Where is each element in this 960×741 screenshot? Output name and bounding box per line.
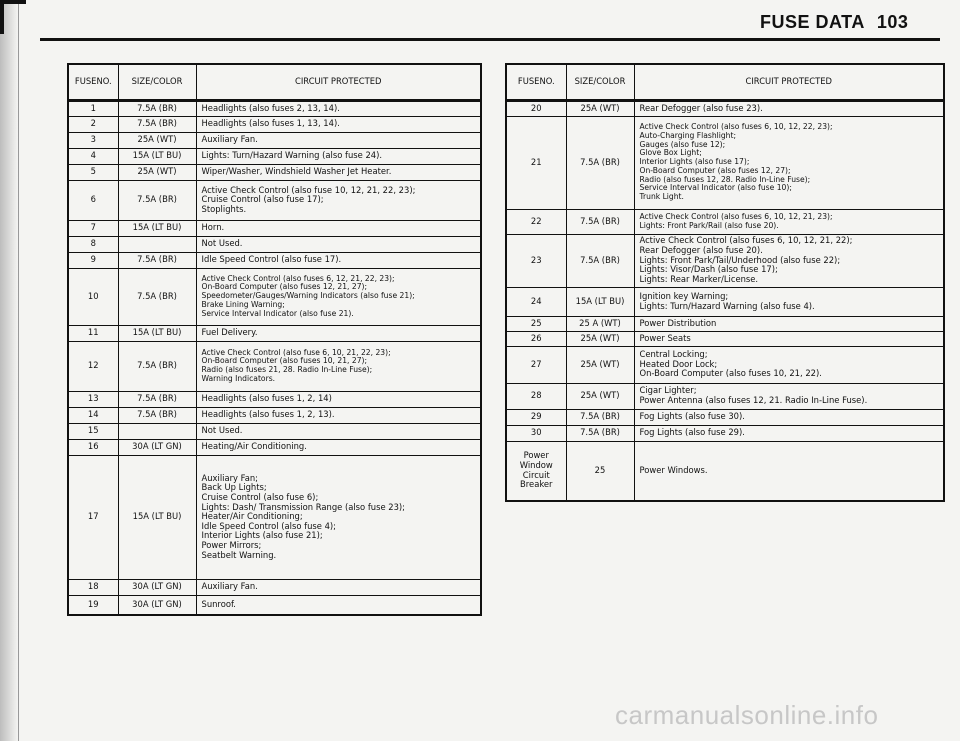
fuse-number-line: 23 (530, 254, 542, 265)
circuit-line: Auxiliary Fan. (201, 581, 258, 592)
fuse-number-line: 15 (87, 425, 99, 436)
table-row (506, 409, 944, 425)
circuit-line: Trunk Light. (639, 192, 684, 202)
fuse-size-color: 15A (LT BU) (118, 220, 196, 236)
fuse-size-color: 25A (WT) (566, 383, 634, 409)
fuse-size-color: 7.5A (BR) (118, 100, 196, 116)
circuit-line: Rear Defogger (also fuse 23). (639, 102, 763, 113)
circuit-line: Service Interval Indicator (also fuse 21). (201, 308, 354, 318)
fuse-number (68, 407, 118, 423)
fuse-size-color: 7.5A (BR) (118, 407, 196, 423)
circuit-line: Radio (also fuses 21, 28. Radio In-Line Fuse); (201, 365, 373, 374)
header-rule (40, 38, 940, 41)
fuse-number-line: 27 (530, 358, 542, 369)
fuse-size-color (118, 423, 196, 439)
fuse-number (68, 325, 118, 341)
fuse-number-line: 11 (87, 327, 99, 338)
table-row (68, 455, 481, 579)
fuse-size-color: 7.5A (BR) (566, 209, 634, 234)
circuit-line: Idle Speed Control (also fuse 4); (201, 520, 337, 531)
fuse-size-color: 30A (LT GN) (118, 579, 196, 595)
circuit-protected (196, 100, 481, 116)
page-number: 103 (876, 12, 909, 32)
fuse-number-line: 16 (87, 441, 99, 452)
page-binding-edge (0, 0, 19, 741)
circuit-line: Radio (also fuses 12, 28. Radio In-Line Fuse); (639, 174, 811, 184)
fuse-number (68, 164, 118, 180)
fuse-number-line: 9 (90, 254, 96, 265)
circuit-protected (196, 116, 481, 132)
fuse-number-line: Circuit (522, 469, 550, 480)
table-row (68, 268, 481, 325)
circuit-protected (196, 595, 481, 615)
fuse-number-line: 21 (530, 156, 542, 167)
table-row (68, 220, 481, 236)
fuse-number-line: 8 (90, 238, 96, 249)
fuse-size-color: 7.5A (BR) (566, 425, 634, 441)
circuit-protected (196, 252, 481, 268)
table-row (68, 325, 481, 341)
fuse-number-line: 24 (530, 295, 542, 306)
fuse-number-line: 4 (90, 150, 96, 161)
circuit-line: Heated Door Lock; (639, 358, 718, 369)
fuse-size-color: 7.5A (BR) (566, 409, 634, 425)
circuit-line: Lights: Dash/ Transmission Range (also fuse 23); (201, 501, 406, 512)
circuit-line: Auxiliary Fan; (201, 472, 258, 483)
header-size-color: SIZE/COLOR (118, 64, 196, 100)
fuse-number-line: Power (523, 450, 549, 461)
circuit-protected (634, 234, 944, 287)
circuit-line: Lights: Rear Marker/License. (639, 273, 759, 284)
fuse-number (506, 409, 566, 425)
circuit-line: On-Board Computer (also fuses 12, 27); (639, 165, 791, 175)
circuit-protected (634, 209, 944, 234)
table-row (506, 425, 944, 441)
table-row (68, 407, 481, 423)
fuse-number-line: Window (519, 460, 553, 471)
fuse-number-line: 22 (530, 215, 542, 226)
table-row (506, 209, 944, 234)
table-row (506, 100, 944, 116)
fuse-size-color: 25A (WT) (566, 346, 634, 383)
circuit-line: Power Distribution (639, 317, 717, 328)
fuse-size-color: 25A (WT) (118, 132, 196, 148)
fuse-number (506, 116, 566, 209)
header-circuit-protected: CIRCUIT PROTECTED (196, 64, 481, 100)
fuse-number-line: 6 (90, 194, 96, 205)
fuse-number-line: 5 (90, 166, 96, 177)
fuse-number (68, 595, 118, 615)
fuse-size-color: 25A (WT) (566, 331, 634, 346)
circuit-protected (196, 148, 481, 164)
fuse-number-line: 20 (530, 102, 542, 113)
table-header-row (506, 64, 944, 100)
fuse-table-right (505, 63, 945, 502)
circuit-line: Fog Lights (also fuse 29). (639, 427, 745, 438)
circuit-line: Auxiliary Fan. (201, 134, 258, 145)
circuit-line: Lights: Turn/Hazard Warning (also fuse 4). (639, 300, 815, 311)
fuse-number-line: 12 (87, 360, 99, 371)
fuse-number-line: 13 (87, 393, 99, 404)
fuse-number-line: 25 (530, 317, 542, 328)
circuit-protected (196, 325, 481, 341)
watermark: carmanualsonline.info (615, 700, 879, 730)
circuit-line: Speedometer/Gauges/Warning Indicators (also fuse 21); (201, 291, 415, 301)
fuse-number (68, 148, 118, 164)
circuit-protected (196, 132, 481, 148)
circuit-protected (196, 236, 481, 252)
circuit-line: Active Check Control (also fuses 6, 10, 12, 22, 23); (639, 122, 833, 132)
header-fuse-no: FUSENO. (68, 64, 118, 100)
circuit-line: Headlights (also fuses 1, 13, 14). (201, 118, 340, 129)
circuit-line: Rear Defogger (also fuse 20). (639, 245, 763, 256)
fuse-number-line: 2 (90, 118, 96, 129)
circuit-line: Active Check Control (also fuse 10, 12, 21, 22, 23); (201, 184, 416, 195)
fuse-size-color: 25A (WT) (118, 164, 196, 180)
circuit-protected (196, 439, 481, 455)
circuit-line: Active Check Control (also fuses 6, 10, 12, 21, 22); (639, 235, 853, 246)
circuit-line: Lights: Turn/Hazard Warning (also fuse 24). (201, 150, 383, 161)
fuse-size-color: 7.5A (BR) (118, 116, 196, 132)
table-row (506, 116, 944, 209)
header-fuse-no: FUSENO. (506, 64, 566, 100)
fuse-number (68, 579, 118, 595)
table-row (68, 148, 481, 164)
fuse-number (506, 209, 566, 234)
fuse-size-color: 25 (566, 441, 634, 501)
circuit-line: Heating/Air Conditioning. (201, 441, 307, 452)
circuit-line: Fog Lights (also fuse 30). (639, 411, 745, 422)
circuit-protected (634, 100, 944, 116)
fuse-number (68, 423, 118, 439)
circuit-line: Cruise Control (also fuse 17); (201, 194, 324, 205)
fuse-number (506, 316, 566, 331)
fuse-number-line: 10 (87, 290, 99, 301)
fuse-size-color: 15A (LT BU) (118, 148, 196, 164)
circuit-line: Brake Lining Warning; (201, 299, 285, 309)
circuit-protected (634, 409, 944, 425)
fuse-number (506, 346, 566, 383)
circuit-protected (196, 579, 481, 595)
circuit-protected (196, 423, 481, 439)
circuit-protected (196, 407, 481, 423)
circuit-protected (196, 455, 481, 579)
circuit-protected (196, 391, 481, 407)
table-row (506, 316, 944, 331)
circuit-line: Service Interval Indicator (also fuse 10); (639, 183, 792, 193)
header-circuit-protected: CIRCUIT PROTECTED (634, 64, 944, 100)
fuse-number (68, 268, 118, 325)
circuit-line: Interior Lights (also fuse 21); (201, 530, 323, 541)
circuit-protected (196, 220, 481, 236)
page-header (760, 12, 908, 33)
circuit-line: Power Windows. (639, 464, 708, 475)
table-row (68, 180, 481, 220)
table-row (68, 439, 481, 455)
fuse-number-line: 18 (87, 581, 99, 592)
fuse-number (68, 100, 118, 116)
fuse-number (68, 236, 118, 252)
fuse-size-color: 15A (LT BU) (118, 325, 196, 341)
circuit-line: On-Board Computer (also fuses 10, 21, 22). (639, 368, 822, 379)
circuit-line: Lights: Visor/Dash (also fuse 17); (639, 264, 778, 275)
circuit-line: Power Seats (639, 332, 691, 343)
circuit-line: On-Board Computer (also fuses 12, 21, 27); (201, 282, 368, 292)
circuit-line: Heater/Air Conditioning; (201, 511, 303, 522)
circuit-line: Active Check Control (also fuses 6, 10, 12, 21, 23); (639, 211, 833, 221)
circuit-protected (634, 346, 944, 383)
fuse-number (506, 383, 566, 409)
circuit-line: Back Up Lights; (201, 482, 267, 493)
table-row (68, 252, 481, 268)
circuit-protected (634, 116, 944, 209)
circuit-protected (634, 425, 944, 441)
circuit-protected (634, 287, 944, 316)
header-size-color: SIZE/COLOR (566, 64, 634, 100)
circuit-line: Glove Box Light; (639, 148, 702, 158)
table-row (506, 383, 944, 409)
fuse-number-line: 3 (90, 134, 96, 145)
table-row (68, 116, 481, 132)
table-row (506, 331, 944, 346)
fuse-size-color: 7.5A (BR) (118, 391, 196, 407)
circuit-protected (196, 341, 481, 391)
fuse-number (68, 220, 118, 236)
fuse-size-color: 7.5A (BR) (566, 234, 634, 287)
fuse-size-color: 7.5A (BR) (118, 180, 196, 220)
table-row (68, 236, 481, 252)
fuse-number (68, 180, 118, 220)
circuit-line: Not Used. (201, 425, 243, 436)
table-row (506, 234, 944, 287)
fuse-size-color: 7.5A (BR) (566, 116, 634, 209)
fuse-size-color: 25A (WT) (566, 100, 634, 116)
fuse-number (506, 331, 566, 346)
fuse-size-color: 30A (LT GN) (118, 439, 196, 455)
table-row (68, 391, 481, 407)
circuit-line: Idle Speed Control (also fuse 17). (201, 254, 342, 265)
fuse-number (506, 100, 566, 116)
circuit-line: Cigar Lighter; (639, 385, 697, 396)
circuit-line: Headlights (also fuses 2, 13, 14). (201, 102, 340, 113)
fuse-number-line: 17 (87, 511, 99, 522)
circuit-protected (196, 268, 481, 325)
circuit-protected (634, 383, 944, 409)
table-row (506, 287, 944, 316)
circuit-line: Fuel Delivery. (201, 327, 258, 338)
fuse-number (506, 234, 566, 287)
circuit-line: Power Mirrors; (201, 540, 262, 551)
fuse-number-line: 29 (530, 411, 542, 422)
table-row (68, 341, 481, 391)
fuse-size-color: 7.5A (BR) (118, 268, 196, 325)
table-row (68, 132, 481, 148)
circuit-line: Lights: Front Park/Rail (also fuse 20). (639, 220, 779, 230)
fuse-number-line: 30 (530, 427, 542, 438)
fuse-size-color: 15A (LT BU) (118, 455, 196, 579)
circuit-line: Headlights (also fuses 1, 2, 13). (201, 409, 335, 420)
fuse-number-line: 1 (90, 102, 96, 113)
circuit-line: Ignition key Warning; (639, 290, 729, 301)
circuit-protected (634, 441, 944, 501)
fuse-table-left (67, 63, 482, 616)
circuit-line: Gauges (also fuse 12); (639, 139, 726, 149)
fuse-number (68, 132, 118, 148)
circuit-line: Wiper/Washer, Windshield Washer Jet Heater. (201, 166, 392, 177)
table-row (68, 595, 481, 615)
page-corner-mark (0, 0, 26, 34)
fuse-number-line: 7 (90, 222, 96, 233)
circuit-line: Auto-Charging Flashlight; (639, 130, 737, 140)
fuse-size-color: 7.5A (BR) (118, 341, 196, 391)
fuse-number (506, 441, 566, 501)
fuse-number (68, 391, 118, 407)
fuse-number (68, 341, 118, 391)
fuse-number-line: 14 (87, 409, 99, 420)
circuit-protected (634, 316, 944, 331)
fuse-size-color (118, 236, 196, 252)
circuit-line: Lights: Front Park/Tail/Underhood (also fuse 22); (639, 254, 841, 265)
circuit-line: Warning Indicators. (201, 373, 276, 383)
table-row (68, 423, 481, 439)
table-row (68, 579, 481, 595)
fuse-size-color: 30A (LT GN) (118, 595, 196, 615)
circuit-line: On-Board Computer (also fuses 10, 21, 27); (201, 356, 368, 366)
circuit-line: Power Antenna (also fuses 12, 21. Radio In-Line Fuse). (639, 395, 868, 405)
fuse-number (68, 252, 118, 268)
table-header-row (68, 64, 481, 100)
fuse-size-color: 15A (LT BU) (566, 287, 634, 316)
fuse-number (506, 287, 566, 316)
fuse-size-color: 7.5A (BR) (118, 252, 196, 268)
table-row (506, 441, 944, 501)
page-title: FUSE DATA (760, 12, 865, 32)
circuit-protected (634, 331, 944, 346)
circuit-line: Central Locking; (639, 349, 708, 360)
fuse-size-color: 25 A (WT) (566, 316, 634, 331)
fuse-number (506, 425, 566, 441)
circuit-line: Not Used. (201, 238, 243, 249)
fuse-number (68, 455, 118, 579)
fuse-number-line: 28 (530, 390, 542, 401)
fuse-number-line: Breaker (520, 479, 553, 490)
circuit-line: Sunroof. (201, 598, 236, 609)
table-row (68, 100, 481, 116)
circuit-line: Cruise Control (also fuse 6); (201, 491, 319, 502)
circuit-line: Horn. (201, 222, 225, 233)
circuit-line: Stoplights. (201, 203, 247, 214)
circuit-line: Active Check Control (also fuse 6, 10, 21, 22, 23); (201, 347, 391, 357)
fuse-number (68, 439, 118, 455)
fuse-number-line: 19 (87, 598, 99, 609)
table-row (68, 164, 481, 180)
fuse-number (68, 116, 118, 132)
circuit-protected (196, 180, 481, 220)
circuit-line: Seatbelt Warning. (201, 549, 277, 560)
circuit-line: Headlights (also fuses 1, 2, 14) (201, 393, 332, 404)
circuit-line: Active Check Control (also fuses 6, 12, 21, 22, 23); (201, 273, 395, 283)
table-row (506, 346, 944, 383)
circuit-protected (196, 164, 481, 180)
circuit-line: Interior Lights (also fuse 17); (639, 157, 750, 167)
fuse-number-line: 26 (530, 332, 542, 343)
